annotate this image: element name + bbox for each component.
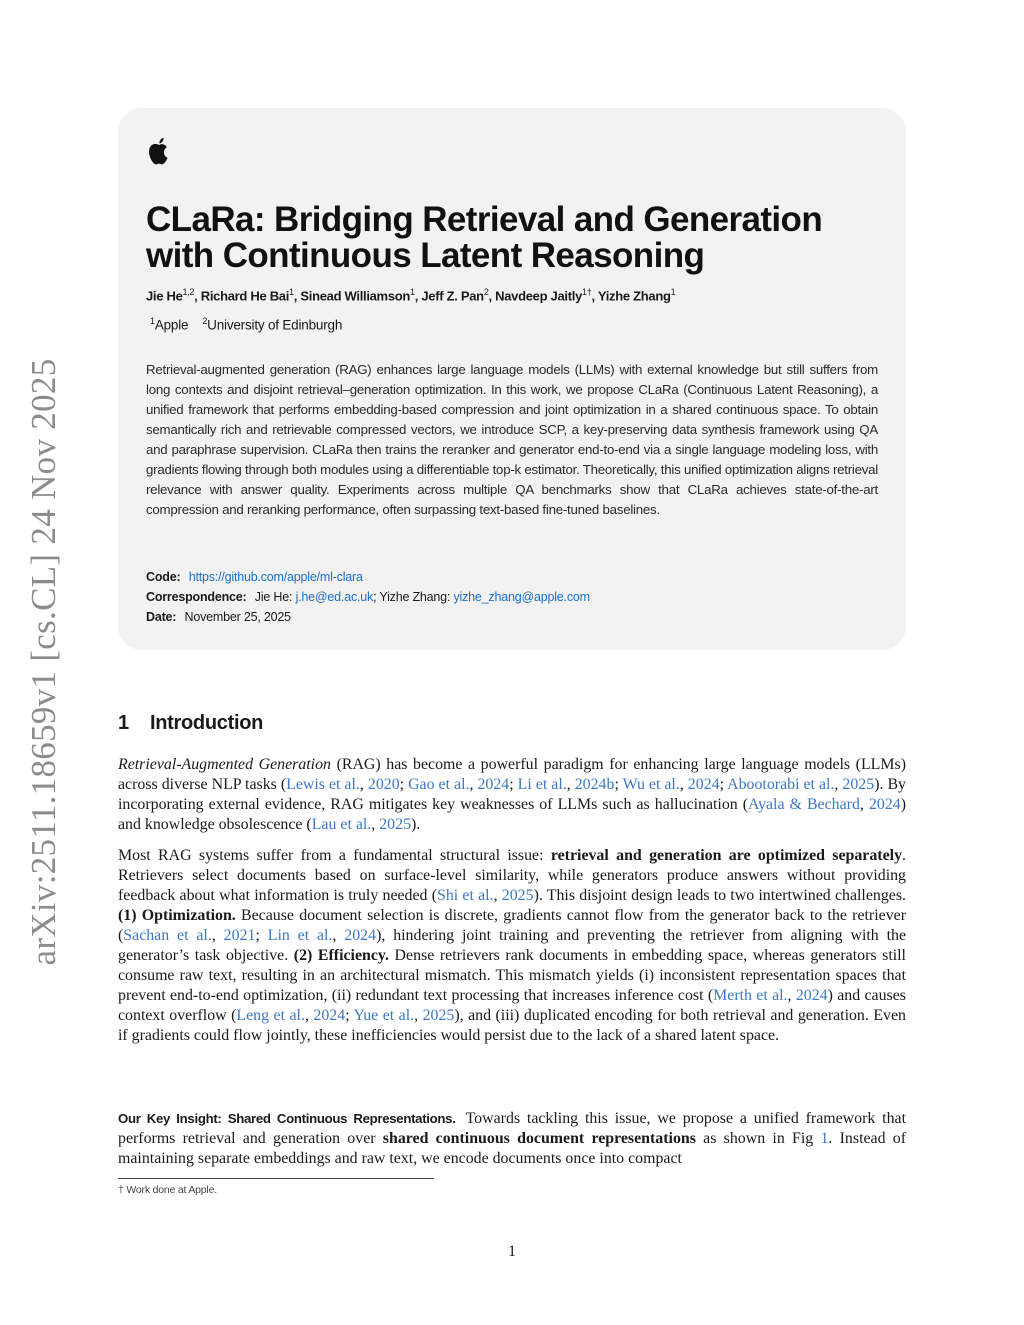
author-separator: ,: [488, 288, 496, 304]
emphasis-text: Retrieval-Augmented Generation: [118, 756, 331, 773]
text-run: ,: [332, 927, 345, 944]
citation-link[interactable]: Gao et al.: [408, 776, 470, 793]
page-number: 1: [508, 1243, 516, 1260]
bold-text: (2) Efficiency.: [293, 947, 389, 964]
citation-link[interactable]: Wu et al.: [622, 776, 680, 793]
body-paragraph: [118, 755, 906, 835]
text-run: ), and (iii) duplicated encoding for both retrieval and generation. Even if gradients could flow jointly, these inefficiencies would persist due to the lack of a shared latent space.: [118, 1007, 906, 1044]
bold-text: (1) Optimization.: [118, 907, 236, 924]
citation-link[interactable]: 2021: [223, 927, 256, 944]
author-name: Navdeep Jaitly: [495, 288, 583, 304]
text-run: ;: [719, 776, 728, 793]
citation-link[interactable]: Sachan et al.: [123, 927, 212, 944]
body-paragraph: [118, 846, 906, 1046]
text-run: Because document selection is discrete, gradients cannot flow from the generator back to the retriever (: [118, 907, 906, 944]
citation-link[interactable]: 2024: [477, 776, 510, 793]
citation-link[interactable]: 2025: [501, 887, 534, 904]
author-affiliation-mark: 2: [483, 287, 489, 297]
citation-link[interactable]: Ayala & Bechard: [748, 796, 860, 813]
author-affiliation-mark: 1†: [582, 287, 592, 297]
section-title: Introduction: [150, 712, 264, 734]
text-run: ,: [859, 796, 869, 813]
section-heading: [118, 712, 263, 735]
text-run: ;: [399, 776, 409, 793]
citation-link[interactable]: Abootorabi et al.: [727, 776, 835, 793]
affiliation-list: [150, 316, 342, 333]
text-run: ) and knowledge obsolescence (: [118, 796, 906, 833]
author-affiliation-mark: 1: [289, 287, 294, 297]
text-run: ,: [469, 776, 478, 793]
author-name: Sinead Williamson: [300, 288, 411, 304]
citation-link[interactable]: 2024: [795, 987, 828, 1004]
text-run: as shown in Fig: [695, 1130, 821, 1147]
text-run: ,: [787, 987, 796, 1004]
abstract: Retrieval-augmented generation (RAG) enhances large language models (LLMs) with external knowledge but still suffers from long contexts and disjoint retrieval–generation optimization. In this work, we propose CLaRa (Continuous Latent Reasoning), a unified framework that performs embedding-based compression and joint optimization in a shared continuous space. To obtain semantically rich and retrievable compressed vectors, we introduce SCP, a key-preserving data synthesis framework using QA and paraphrase supervision. CLaRa then trains the reranker and generator end-to-end via a single language modeling loss, with gradients flowing through both modules using a differentiable top-k estimator. Theoretically, this unified optimization aligns retrieval relevance with answer quality. Experiments across multiple QA benchmarks show that CLaRa achieves state-of-the-art compression and reranking performance, often surpassing text-based fine-tuned baselines.: [146, 362, 878, 517]
apple-logo-icon: [146, 136, 172, 167]
author-name: Yizhe Zhang: [597, 288, 671, 304]
affiliation-name: Apple: [154, 317, 189, 333]
footnote: † Work done at Apple.: [118, 1184, 217, 1196]
date-label: Date:: [146, 610, 177, 624]
arxiv-sidebar-stamp: arXiv:2511.18659v1 [cs.CL] 24 Nov 2025: [24, 358, 63, 966]
author-separator: ,: [293, 288, 301, 304]
email-link-2[interactable]: yizhe_zhang@apple.com: [453, 590, 590, 604]
citation-link[interactable]: 2025: [379, 816, 412, 833]
text-run: ,: [493, 887, 502, 904]
correspondence-label: Correspondence:: [146, 590, 247, 604]
citation-link[interactable]: 2025: [422, 1007, 455, 1024]
citation-link[interactable]: 2024: [313, 1007, 346, 1024]
author-separator: ,: [591, 288, 598, 304]
citation-link[interactable]: Shi et al.: [437, 887, 494, 904]
bold-text: retrieval and generation are optimized separately: [550, 847, 903, 864]
citation-link[interactable]: 2024: [344, 927, 377, 944]
text-run: ,: [359, 776, 368, 793]
author-affiliation-mark: 1: [670, 287, 676, 297]
citation-link[interactable]: 2024: [687, 776, 720, 793]
author-name: Jeff Z. Pan: [421, 288, 484, 304]
citation-link[interactable]: Lin et al.: [267, 927, 333, 944]
correspondence-name-1: Jie He:: [254, 590, 293, 604]
footnote-rule: [118, 1178, 434, 1179]
date-row: [146, 607, 590, 627]
citation-link[interactable]: Leng et al.: [236, 1007, 305, 1024]
correspondence-row: [146, 587, 590, 607]
code-label: Code:: [146, 570, 181, 584]
text-run: Towards tackling this issue, we propose a unified framework that performs retrieval and generation over: [118, 1110, 906, 1147]
title-line-2: with Continuous Latent Reasoning: [146, 236, 705, 275]
citation-link[interactable]: Lau et al.: [311, 816, 372, 833]
citation-link[interactable]: Yue et al.: [353, 1007, 415, 1024]
text-run: . Retrievers select documents based on surface-level similarity, while generators produce answers without providing feedback about what information is truly needed (: [118, 847, 906, 904]
correspondence-separator: ;: [373, 590, 380, 604]
text-run: ,: [304, 1007, 314, 1024]
code-row: [146, 567, 590, 587]
citation-link[interactable]: 2025: [842, 776, 875, 793]
text-run: ), hindering joint training and preventing the retriever from aligning with the generator’s task objective.: [118, 927, 907, 964]
author-name: Jie He: [146, 288, 183, 304]
text-run: ,: [211, 927, 224, 944]
body-paragraph: [118, 1109, 906, 1169]
text-run: ). By incorporating external evidence, RAG mitigates key weaknesses of LLMs such as hallucination (: [118, 776, 907, 813]
paragraph-heading: Our Key Insight: Shared Continuous Representations.: [118, 1111, 456, 1126]
citation-link[interactable]: Lewis et al.: [286, 776, 360, 793]
author-separator: ,: [194, 288, 201, 304]
text-run: ,: [414, 1007, 423, 1024]
text-run: ). This disjoint design leads to two intertwined challenges.: [533, 887, 906, 904]
paper-title: [146, 202, 886, 274]
citation-link[interactable]: 1: [820, 1130, 829, 1147]
citation-link[interactable]: Merth et al.: [713, 987, 788, 1004]
citation-link[interactable]: 2020: [367, 776, 400, 793]
text-run: . Instead of maintaining separate embeddings and raw text, we encode documents once into compact: [118, 1130, 907, 1167]
author-name: Richard He Bai: [200, 288, 290, 304]
affiliation-mark: 1: [150, 316, 155, 326]
paper-metadata: [146, 567, 590, 627]
date-value: November 25, 2025: [184, 610, 291, 624]
code-link[interactable]: https://github.com/apple/ml-clara: [188, 570, 363, 584]
bold-text: shared continuous document representations: [382, 1130, 696, 1147]
author-affiliation-mark: 1,2: [182, 287, 195, 297]
text-run: ;: [255, 927, 268, 944]
correspondence-name-2: Yizhe Zhang:: [379, 590, 451, 604]
affiliation-mark: 2: [202, 316, 208, 326]
text-run: Most RAG systems suffer from a fundamental structural issue:: [118, 847, 551, 864]
author-affiliation-mark: 1: [410, 287, 415, 297]
text-run: ) and causes context overflow (: [118, 987, 906, 1024]
author-separator: ,: [414, 288, 422, 304]
title-line-1: CLaRa: Bridging Retrieval and Generation: [146, 200, 823, 239]
text-run: ,: [834, 776, 843, 793]
text-run: Dense retrievers rank documents in embedding space, whereas generators still consume raw text, resulting in an architectural mismatch. This mismatch yields (i) inconsistent representation spaces that prevent end-to-end optimization, (ii) redundant text processing that increases inference cost (: [118, 947, 906, 1004]
section-number: 1: [118, 712, 129, 734]
email-link-1[interactable]: j.he@ed.ac.uk: [295, 590, 374, 604]
citation-link[interactable]: 2024: [868, 796, 901, 813]
affiliation-name: University of Edinburgh: [207, 317, 343, 333]
text-run: ;: [614, 776, 623, 793]
text-run: ;: [345, 1007, 354, 1024]
author-list: [146, 287, 906, 303]
text-run: (RAG) has become a powerful paradigm for enhancing large language models (LLMs) across diverse NLP tasks (: [118, 756, 906, 793]
text-run: ,: [371, 816, 380, 833]
citation-link[interactable]: 2024b: [574, 776, 615, 793]
text-run: ;: [509, 776, 518, 793]
text-run: ,: [679, 776, 688, 793]
text-run: ).: [411, 816, 421, 833]
citation-link[interactable]: Li et al.: [517, 776, 567, 793]
text-run: ,: [566, 776, 575, 793]
